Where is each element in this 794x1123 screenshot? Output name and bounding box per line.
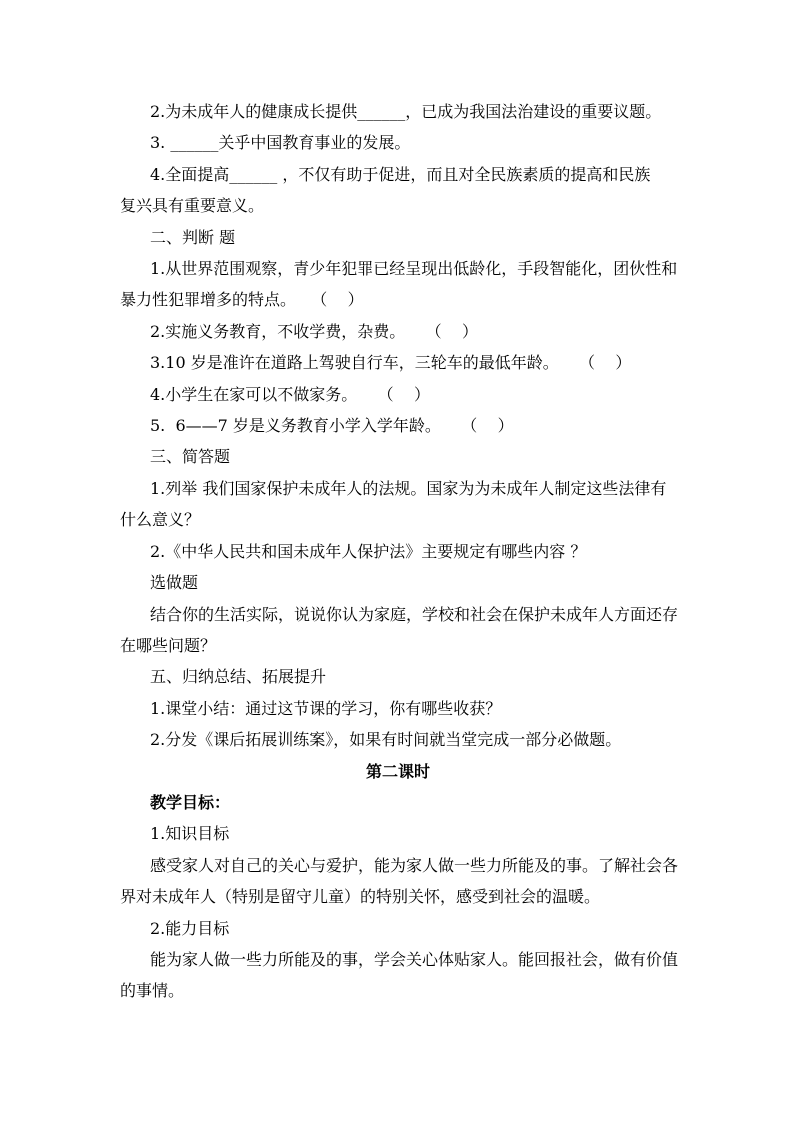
text-line: 4.全面提高______ ，不仅有助于促进，而且对全民族素质的提高和民族 (150, 164, 651, 184)
section-heading: 三、简答题 (150, 447, 231, 467)
text-line: 的事情。 (120, 981, 185, 1001)
subsection-heading: 1.知识目标 (150, 824, 230, 844)
text-line: 结合你的生活实际，说说你认为家庭，学校和社会在保护未成年人方面还存 (150, 604, 679, 624)
text-line: 1.课堂小结：通过这节课的学习，你有哪些收获？ (150, 698, 502, 718)
text-line: 3.10 岁是准许在道路上驾驶自行车，三轮车的最低年龄。 （ ） (150, 353, 632, 373)
text-line: 5. 6——7 岁是义务教育小学入学年龄。 （ ） (150, 416, 514, 436)
text-line: 2.分发《课后拓展训练案》，如果有时间就当堂完成一部分必做题。 (150, 730, 622, 750)
text-line: 1.列举 我们国家保护未成年人的法规。国家为为未成年人制定这些法律有 (150, 478, 667, 498)
text-line: 界对未成年人（特别是留守儿童）的特别关怀，感受到社会的温暖。 (120, 887, 601, 907)
lesson-title: 第二课时 (365, 761, 430, 781)
section-heading: 选做题 (150, 573, 199, 593)
text-line: 2.实施义务教育，不收学费，杂费。 （ ） (150, 321, 478, 341)
text-line: 3. ______关乎中国教育事业的发展。 (150, 133, 411, 153)
text-line: 复兴具有重要意义。 (120, 196, 265, 216)
section-heading: 教学目标： (150, 792, 231, 812)
text-line: 在哪些问题？ (120, 635, 217, 655)
text-line: 2.《中华人民共和国未成年人保护法》主要规定有哪些内容 ？ (150, 541, 587, 561)
section-heading: 五、归纳总结、拓展提升 (150, 667, 327, 687)
text-line: 能为家人做一些力所能及的事，学会关心体贴家人。能回报社会，做有价值 (150, 949, 679, 969)
text-line: 2.为未成年人的健康成长提供______，已成为我国法治建设的重要议题。 (150, 102, 662, 121)
subsection-heading: 2.能力目标 (150, 918, 230, 938)
text-line: 4.小学生在家可以不做家务。 （ ） (150, 384, 430, 404)
text-line: 感受家人对自己的关心与爱护，能为家人做一些力所能及的事。了解社会各 (150, 855, 679, 875)
document-page (120, 96, 679, 1007)
text-line: 1.从世界范围观察，青少年犯罪已经呈现出低龄化，手段智能化，团伙性和 (150, 259, 678, 279)
text-line: 暴力性犯罪增多的特点。 （ ） (120, 290, 364, 310)
text-line: 什么意义？ (120, 510, 201, 530)
section-heading: 二、判断 题 (150, 227, 236, 247)
